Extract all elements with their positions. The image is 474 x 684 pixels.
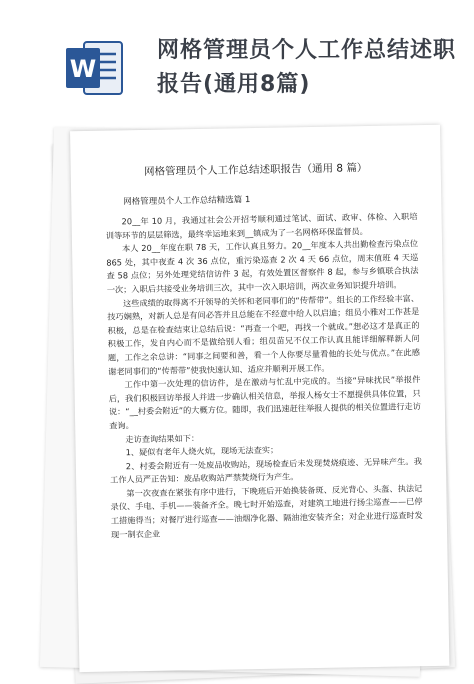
body-paragraph: 第一次夜查在紧张有序中进行，下晚班后开始换装备斑、反光背心、头盔、执法记录仪、手电、手机——装备齐全。晚七时开始巡查，对建筑工地进行扬尘巡查——已停工措施得当；对餐厅进行巡查——油烟净化器、隔油池安装齐全；对企业进行巡查时发现一制衣企业: [110, 483, 423, 540]
body-paragraph: 本人 20__年度在职 78 天，工作认真且努力。20__年度本人共出勤检查污染点位 865 处，其中夜查 4 次 36 点位，重污染巡查 2 次 4 天 66 点位，周末值班 4 天巡查 58 点位；另外处理党结信访件 3 起，有效处置区督察件 8 起，参与乡镇联合执法一次；入职后共接受业务培训三次，其中一次入职培训，两次业务知识提升培训。: [106, 238, 419, 295]
document-preview: [44, 128, 440, 669]
body-paragraph: 走访查询结果如下：: [125, 432, 200, 444]
page-title-line-2: 报告(通用8篇): [157, 72, 311, 97]
document-subheading: 网格管理员个人工作总结精选篇 1: [123, 195, 251, 208]
body-paragraph: 1、疑似有老年人烧火炕，现场无法查实；: [125, 444, 279, 458]
body-paragraph: 工作中第一次处理的信访件，是在激动与忙乱中完成的。当接“异味扰民”举报件后，我们积极回访举报人并进一步确认相关信息，举报人杨女士不愿提供具体位置，只说：“__村委会附近”的大概方位。随即，我们迅速赶往举报人提供的相关位置进行走访查询。: [108, 374, 421, 431]
page-title: [157, 34, 457, 102]
page-title-line-1: 网格管理员个人工作总结述职: [157, 38, 457, 63]
word-document-icon: [62, 36, 126, 100]
document-heading: 网格管理员个人工作总结述职报告（通用 8 篇）: [143, 162, 368, 178]
body-paragraph: 20__年 10 月，我通过社会公开招考顺利通过笔试、面试、政审、体检、入职培训等环节的层层筛选，最终幸运地来到__镇成为了一名网格环保监督员。: [105, 211, 418, 241]
body-paragraph: 2、村委会附近有一处废品收购站，现场检查后未发现焚烧痕迹、无异味产生。我工作人员严正告知：废品收购站严禁焚烧行为产生。: [110, 455, 422, 485]
document-body: [106, 210, 424, 542]
document-page: [70, 125, 449, 672]
body-paragraph: 这些成绩的取得离不开领导的关怀和老同事们的“传帮带”。组长的工作经验丰富、技巧娴熟，对新人总是有问必答并且总能在不经意中给人以启迪；组员小雅对工作甚是积极，总是在检查结束让总结后说：“再查一个吧，再找一个就成。”想必这才是真正的积极工作，发自内心而不是做给别人看；组员苗兄不仅工作认真且能详细解释新人问题，工作之余总讲：“同事之间要和善，看一个人你要尽量看他的长处与优点。”在此感谢老同事们的“传帮带”使我快速认知、适应并顺利开展工作。: [107, 292, 421, 377]
svg-text:W: W: [69, 55, 97, 83]
